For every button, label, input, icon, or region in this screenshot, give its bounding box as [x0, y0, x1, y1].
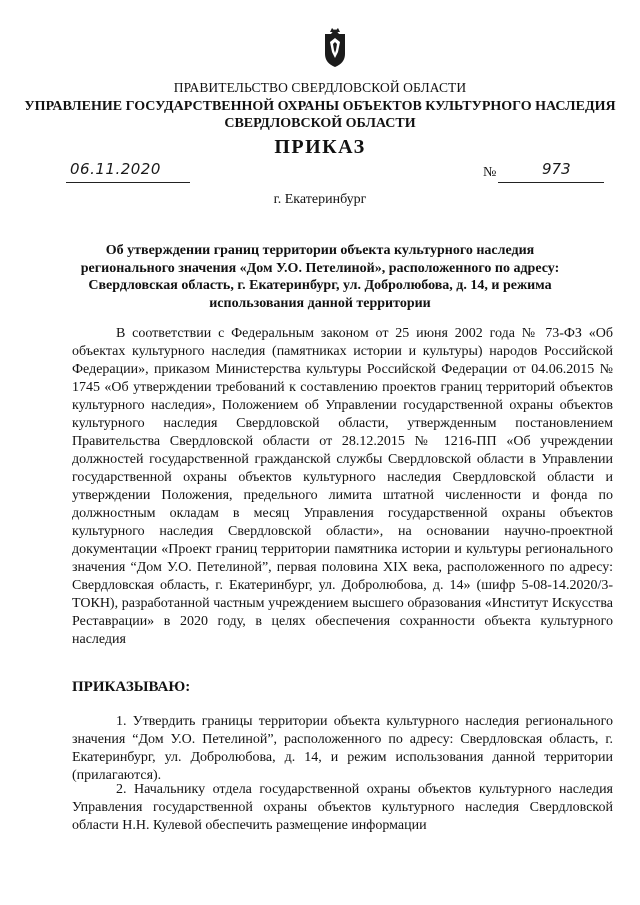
coat-of-arms-icon: [321, 28, 349, 68]
order-heading: ПРИКАЗЫВАЮ:: [72, 679, 191, 695]
document-subject: Об утверждении границ территории объекта культурного наследия регионального значения «Дом У.О. Петелиной», расположенного по адресу: Свердловская область, г. Екатеринбург, ул. Добролюбова, д. 14, и режима использования данной территории: [80, 243, 560, 311]
preamble-paragraph: В соответствии с Федеральным законом от 25 июня 2002 года № 73-ФЗ «Об объектах культурного наследия (памятниках истории и культуры) народов Российской Федерации», приказом Министерства культуры Российской Федерации от 04.06.2015 № 1745 «Об утверждении требований к составлению проектов границ территорий объектов культурного наследия», Положением об Управлении государственной охраны объектов культурного наследия Свердловской области, утвержденным постановлением Правительства Свердловской области от 28.12.2015 № 1216-ПП «Об учреждении должностей государственной гражданской службы Свердловской области в Управлении государственной охраны объектов культурного наследия Свердловской области и утверждении Положения, предельного лимита штатной численности и фонда по должностным окладам в месяц Управления государственной охраны объектов культурного наследия Свердловской области», на основании научно-проектной документации «Проект границ территории памятника истории и культуры регионального значения “Дом У.О. Петелиной”, первая половина XIX века, расположенного по адресу: Свердловская область, г. Екатеринбург, ул. Добролюбова, д. 14» (шифр 5-08-14.2020/3-ТОКН), разработанной частным учреждением высшего образования «Институт Искусства Реставрации» в 2020 году, в целях обеспечения сохранности объекта культурного наследия: [72, 326, 613, 647]
order-item-1: 1. Утвердить границы территории объекта культурного наследия регионального значения “Дом У.О. Петелиной”, расположенного по адресу: Свердловская область, г. Екатеринбург, ул. Добролюбова, д. 14, и режим использования данной территории (прилагаются).: [72, 714, 613, 783]
order-item-2: 2. Начальнику отдела государственной охраны объектов культурного наследия Управления государственной охраны объектов культурного наследия Свердловской области Н.Н. Кулевой обеспечить размещение информации: [72, 782, 613, 833]
number-field: [498, 160, 604, 183]
document-number: 973: [542, 160, 571, 178]
city: г. Екатеринбург: [273, 192, 367, 207]
department-name: УПРАВЛЕНИЕ ГОСУДАРСТВЕННОЙ ОХРАНЫ ОБЪЕКТОВ КУЛЬТУРНОГО НАСЛЕДИЯ СВЕРДЛОВСКОЙ ОБЛАСТИ: [24, 99, 616, 131]
document-title: ПРИКАЗ: [274, 136, 366, 158]
government-name: ПРАВИТЕЛЬСТВО СВЕРДЛОВСКОЙ ОБЛАСТИ: [173, 80, 467, 95]
document-date: 06.11.2020: [70, 160, 161, 178]
number-label: №: [483, 165, 497, 180]
date-field: [66, 160, 190, 183]
